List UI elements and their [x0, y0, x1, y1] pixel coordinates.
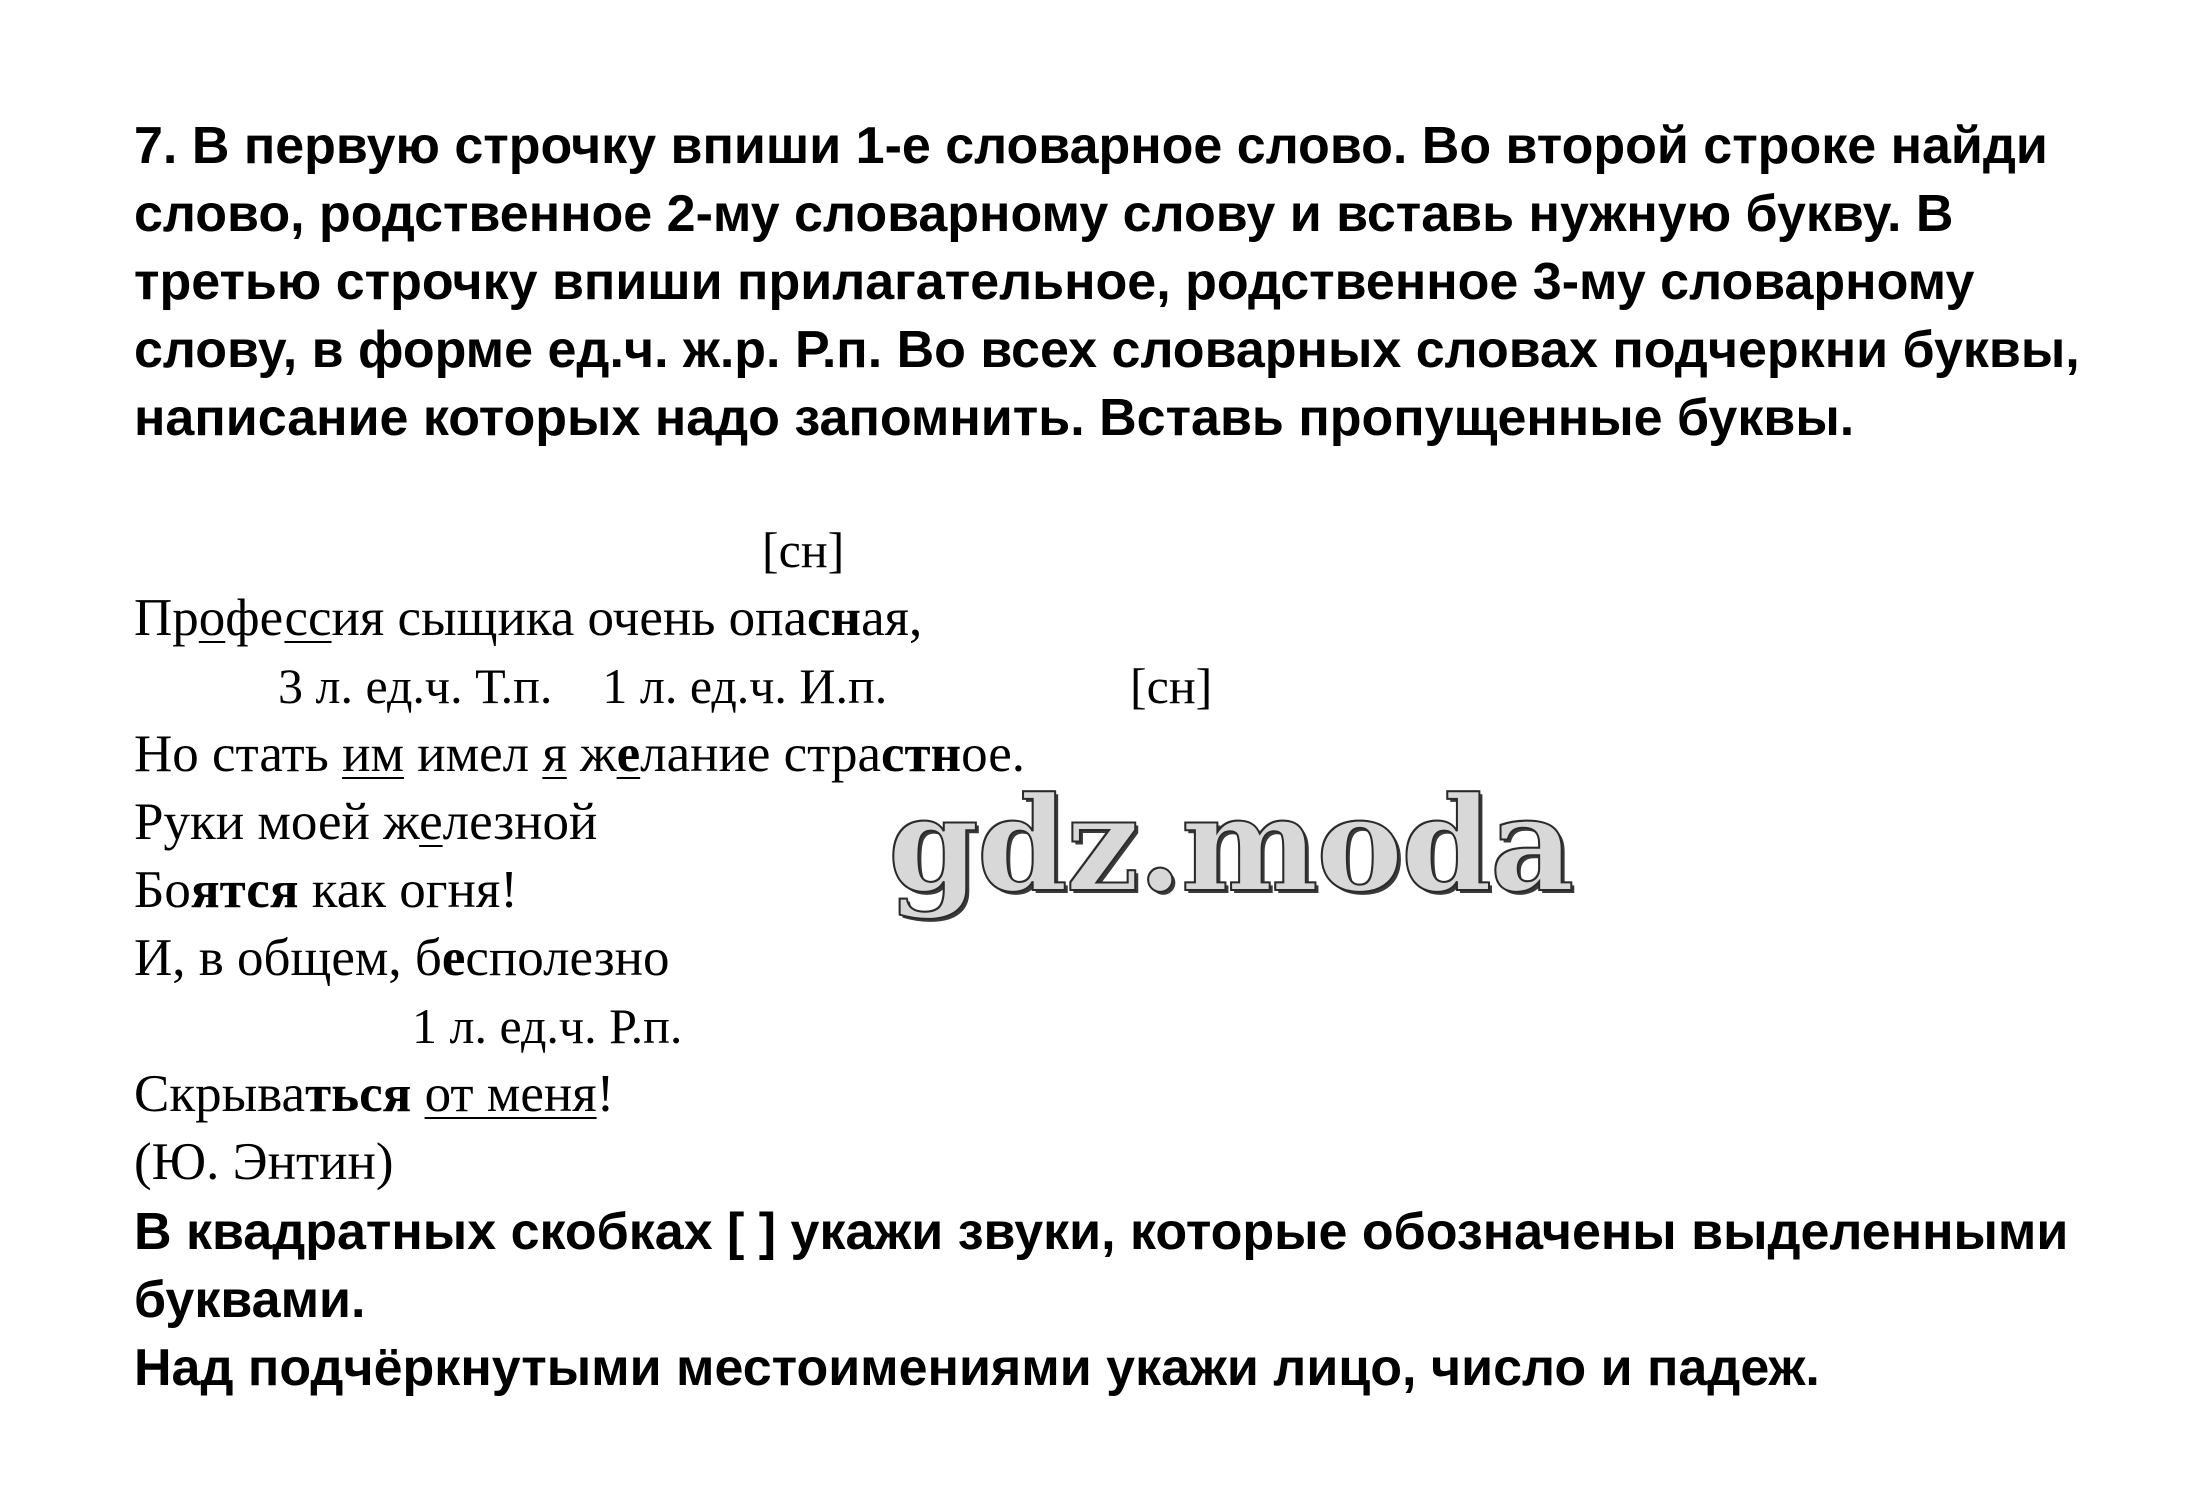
- poem-author: (Ю. Энтин): [134, 1133, 394, 1191]
- highlighted-letters: стн: [881, 725, 962, 783]
- inserted-letter: е: [441, 929, 466, 987]
- grammar-note-line-2: 3 л. ед.ч. Т.п. 1 л. ед.ч. И.п.: [278, 658, 888, 714]
- underlined-pronoun: я: [542, 725, 567, 783]
- task-instruction: 7. В первую строчку впиши 1-е словарное слово. Во второй строке найди слово, родственное 2-му словарному слову и вставь нужную букву. В третью строчку впиши прилагательное, родственное 3-му словарному слову, в форме ед.ч. ж.р. Р.п. Во всех словарных словах подчеркни буквы, написание которых надо запомнить. Вставь пропущенные буквы.: [134, 117, 2080, 447]
- text-fragment: лание стра: [640, 725, 882, 783]
- underlined-letter: е: [419, 793, 443, 851]
- text-fragment: Пр: [134, 589, 199, 647]
- poem-line-5: [134, 926, 670, 990]
- text-fragment: !: [596, 1065, 615, 1123]
- text-fragment: фе: [225, 589, 285, 647]
- text-fragment: ия сыщика очень опа: [331, 589, 808, 647]
- text-fragment: ж: [566, 725, 617, 783]
- text-fragment: Бо: [134, 861, 191, 919]
- text-fragment: лезной: [442, 793, 598, 851]
- poem-line-3: [134, 790, 597, 854]
- underlined-pronoun: им: [342, 725, 404, 783]
- sound-note-2: [сн]: [1130, 658, 1213, 714]
- text-fragment: Но стать: [134, 725, 343, 783]
- inserted-letter: е: [616, 725, 641, 783]
- underlined-letter: сс: [284, 589, 332, 647]
- text-fragment: Скрыва: [134, 1065, 306, 1123]
- underlined-pronoun: от меня: [424, 1065, 597, 1123]
- text-fragment: имел: [404, 725, 543, 783]
- highlighted-letters: ятся: [190, 861, 299, 919]
- text-fragment: ое.: [961, 725, 1026, 783]
- text-fragment: сполезно: [465, 929, 670, 987]
- poem-line-6: [134, 1062, 614, 1126]
- grammar-note-line-6: 1 л. ед.ч. Р.п.: [412, 998, 683, 1054]
- highlighted-letters: ться: [305, 1065, 412, 1123]
- text-fragment: И, в общем, б: [134, 929, 442, 987]
- text-fragment: ая,: [861, 589, 923, 647]
- text-fragment: как огня!: [298, 861, 518, 919]
- poem-line-1: [134, 586, 922, 650]
- highlighted-letters: сн: [807, 589, 862, 647]
- poem-line-4: [134, 858, 518, 922]
- text-fragment: [411, 1065, 424, 1123]
- watermark-logo: gdz.moda: [888, 768, 1573, 921]
- text-fragment: Руки моей ж: [134, 793, 420, 851]
- footer-instruction-2: Над подчёркнутыми местоимениями укажи лицо, число и падеж.: [134, 1339, 1820, 1397]
- underlined-letter: о: [198, 589, 226, 647]
- footer-instruction-1: В квадратных скобках [ ] укажи звуки, которые обозначены выделенными буквами.: [134, 1203, 2069, 1329]
- sound-note-1: [сн]: [762, 522, 845, 578]
